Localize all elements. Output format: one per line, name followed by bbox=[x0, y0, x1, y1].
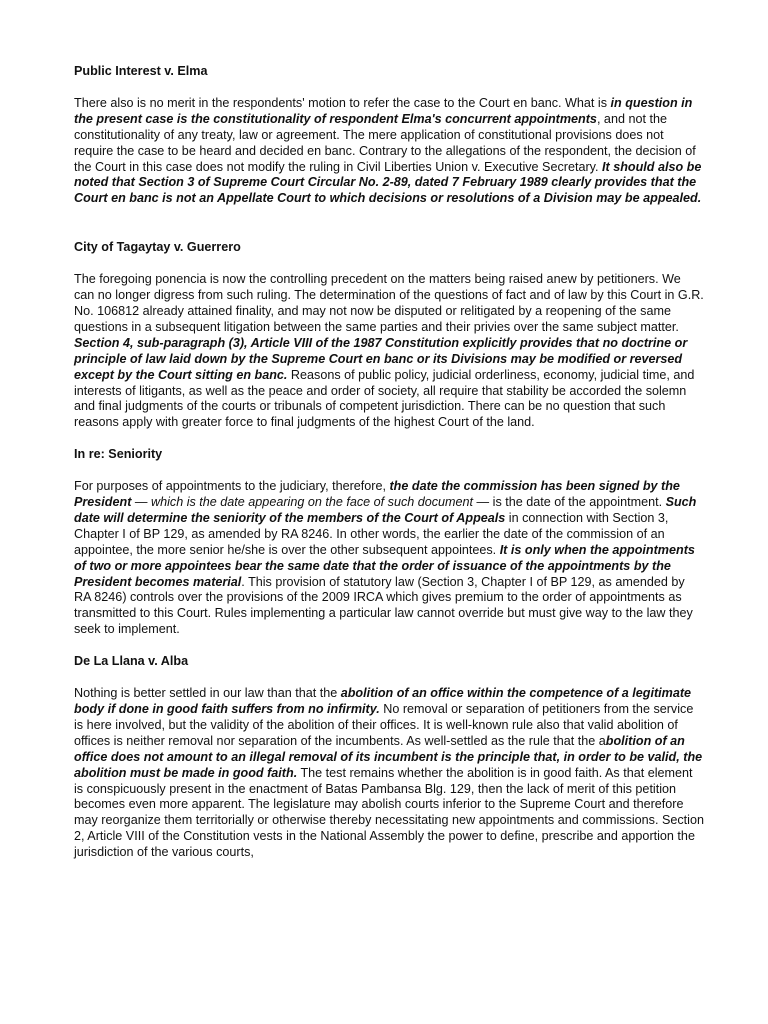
section-heading: De La Llana v. Alba bbox=[74, 654, 189, 669]
section-paragraph: The foregoing ponencia is now the controlling precedent on the matters being raised anew by petitioners. We can no longer digress from such ruling. The determination of the questions of fact and of law by this Court in G.R. No. 106812 already attained finality, and may not now be disputed or relitigated by a reopening of the same questions in a subsequent litigation between the same parties and their privies over the same subject matter. Section 4, sub-paragraph (3), Article VIII of the 1987 Constitution explicitly provides that no doctrine or principle of law laid down by the Supreme Court en banc or its Divisions may be modified or reversed except by the Court sitting en banc. Reasons of public policy, judicial orderliness, economy, judicial time, and interests of litigants, as well as the peace and order of society, all require that stability be accorded the solemn and final judgments of the courts or tribunals of competent jurisdiction. There can be no question that such reasons apply with greater force to final judgments of the highest Court of the land. bbox=[74, 272, 704, 430]
section-paragraph: There also is no merit in the respondents' motion to refer the case to the Court en banc. What is in question in the present case is the constitutionality of respondent Elma's concurrent appointments, and not the constitutionality of any treaty, law or agreement. The mere application of constitutional provisions does not require the case to be heard and decided en banc. Contrary to the allegations of the respondent, the decision of the Court in this case does not modify the ruling in Civil Liberties Union v. Executive Secretary. It should also be noted that Section 3 of Supreme Court Circular No. 2-89, dated 7 February 1989 clearly provides that the Court en banc is not an Appellate Court to which decisions or resolutions of a Division may be appealed. bbox=[74, 95, 702, 206]
document-page bbox=[74, 64, 704, 861]
section-heading: City of Tagaytay v. Guerrero bbox=[74, 240, 241, 255]
section-heading: Public Interest v. Elma bbox=[74, 64, 208, 78]
section-heading: In re: Seniority bbox=[74, 447, 163, 462]
section-paragraph: Nothing is better settled in our law than that the abolition of an office within the competence of a legitimate body if done in good faith suffers from no infirmity. No removal or separation of petitioners from the service is here involved, but the validity of the abolition of their offices. It is well-known rule also that valid abolition of offices is neither removal nor separation of the incumbents. As well-settled as the rule that the abolition of an office does not amount to an illegal removal of its incumbent is the principle that, in order to be valid, the abolition must be made in good faith. The test remains whether the abolition is in good faith. As that element is conspicuously present in the enactment of Batas Pambansa Blg. 129, then the lack of merit of this petition becomes even more apparent. The legislature may abolish courts inferior to the Supreme Court and therefore may reorganize them territorially or otherwise thereby necessitating new appointments and commissions. Section 2, Article VIII of the Constitution vests in the National Assembly the power to define, prescribe and apportion the jurisdiction of the various courts, bbox=[74, 686, 704, 860]
section-paragraph: For purposes of appointments to the judiciary, therefore, the date the commission has been signed by the President — which is the date appearing on the face of such document — is the date of the appointment. Such date will determine the seniority of the members of the Court of Appeals in connection with Section 3, Chapter I of BP 129, as amended by RA 8246. In other words, the earlier the date of the commission of an appointee, the more senior he/she is over the other subsequent appointees. It is only when the appointments of two or more appointees bear the same date that the order of issuance of the appointments by the President becomes material. This provision of statutory law (Section 3, Chapter I of BP 129, as amended by RA 8246) controls over the provisions of the 2009 IRCA which gives premium to the order of appointments as transmitted to this Court. Rules implementing a particular law cannot override but must give way to the law they seek to implement. bbox=[74, 479, 697, 637]
